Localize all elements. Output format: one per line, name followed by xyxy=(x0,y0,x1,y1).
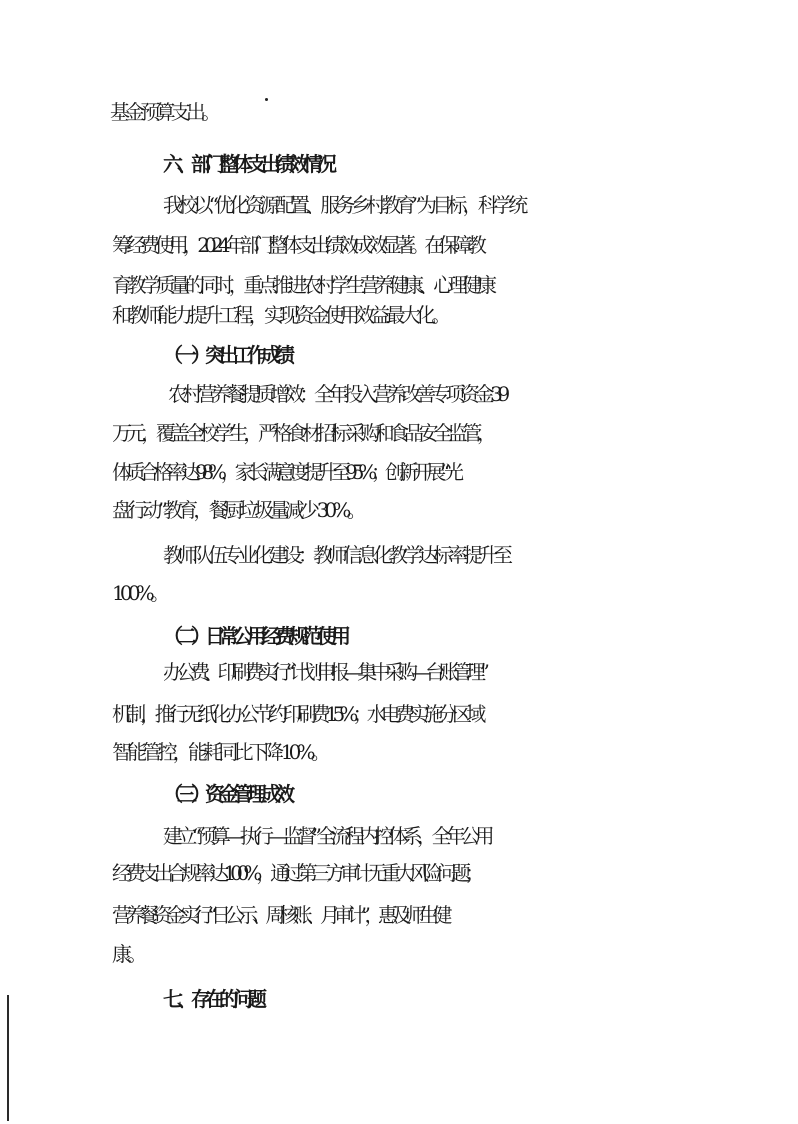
paragraph-line: 育教学质量的同时，重点推进农村学生营养健康、心理健康 xyxy=(112,273,492,297)
paragraph-line: 万元，覆盖全校学生，严格食材招标采购和食品安全监管， xyxy=(112,421,492,445)
subsection-heading: （二）日常公用经费规范使用 xyxy=(163,624,345,648)
paragraph-line: 基金预算支出。 xyxy=(110,100,217,124)
paragraph-line: 机制，推行无纸化办公节约印刷费 15%；水电费实施分区域 xyxy=(112,702,481,726)
section-heading: 七、存在的问题 xyxy=(163,987,261,1011)
paragraph-line: 筹经费使用，2024 年部门整体支出绩效成效显著。在保障教 xyxy=(112,233,482,257)
subsection-heading: （三）资金管理成效 xyxy=(163,782,289,806)
paragraph-line: 农村营养餐提质增效：全年投入营养改善专项资金 39 xyxy=(168,382,505,406)
paragraph-line: 我校以“优化资源配置、服务乡村教育”为目标，科学统 xyxy=(163,193,524,217)
paragraph-line: 康。 xyxy=(112,942,143,966)
paragraph-line: 和教师能力提升工程，实现资金使用效益最大化。 xyxy=(112,303,447,327)
section-heading: 六、部门整体支出绩效情况 xyxy=(163,152,331,176)
subsection-heading: （一）突出工作成绩 xyxy=(163,343,289,367)
paragraph-line: 体质合格率达 98%，家长满意度提升至 95%；创新开展“光 xyxy=(112,460,458,484)
paragraph-line: 营养餐资金实行“日公示、周核账、月审计”，惠及师生健 xyxy=(112,903,447,927)
scan-speck xyxy=(265,98,268,101)
paragraph-line: 100%。 xyxy=(112,581,166,605)
paragraph-line: 建立“预算—执行—监督”全流程内控体系，全年公用 xyxy=(163,824,490,848)
paragraph-line: 办公费、印刷费实行“计划申报—集中采购—台账管理” xyxy=(163,660,484,684)
paragraph-line: 智能管控，能耗同比下降 10%。 xyxy=(112,740,327,764)
scan-edge-line xyxy=(7,995,9,1121)
paragraph-line: 经费支出合规率达 100%，通过第三方审计无重大风险问题； xyxy=(112,861,479,885)
paragraph-line: 教师队伍专业化建设：教师信息化教学达标率提升至 xyxy=(163,543,508,567)
paragraph-line: 盘行动”教育，餐厨垃圾量减少 30%。 xyxy=(112,498,362,522)
